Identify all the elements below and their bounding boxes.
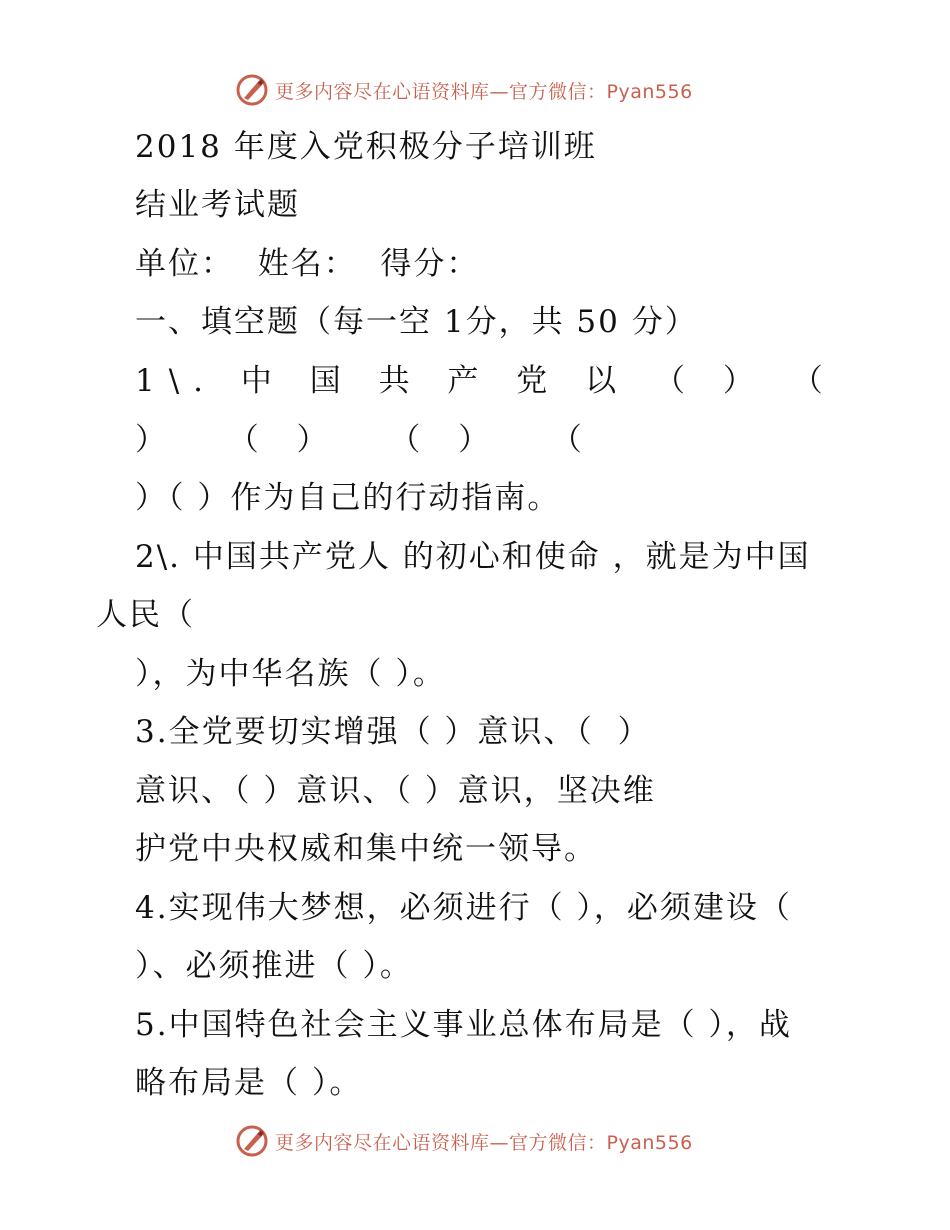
- watermark-banner-top: [235, 70, 693, 110]
- section-heading: 一、填空题（每一空 1分，共 50 分）: [135, 304, 698, 340]
- question-line: 5.中国特色社会主义事业总体布局是（ ），战: [135, 1007, 792, 1043]
- question-line: 人民（: [96, 597, 195, 633]
- question-line: 意识、（ ）意识、（ ）意识，坚决维: [135, 773, 656, 809]
- exam-title-line2: 结业考试题: [135, 187, 300, 223]
- exam-title-line1: 2018 年度入党积极分子培训班: [135, 129, 597, 165]
- question-line: ），为中华名族（ ）。: [135, 656, 446, 692]
- banner-text: 更多内容尽在心语资料库—官方微信：Pyan556: [275, 1131, 693, 1154]
- question-line: 略布局是（ ）。: [135, 1065, 363, 1101]
- question-line: 2\. 中国共产党人 的初心和使命 ，就是为中国: [135, 539, 811, 575]
- info-fields-line: 单位： 姓名： 得分：: [135, 246, 480, 282]
- watermark-banner-bottom: [235, 1121, 693, 1161]
- banner-text: 更多内容尽在心语资料库—官方微信：Pyan556: [275, 80, 693, 103]
- question-line: 护党中央权威和集中统一领导。: [135, 831, 597, 867]
- question-line: ）、必须推进（ ）。: [135, 948, 413, 984]
- question-line: 3.全党要切实增强（ ）意识、（ ）: [135, 714, 651, 750]
- question-line: 4.实现伟大梦想，必须进行（ ），必须建设（: [135, 890, 792, 926]
- pen-logo-icon: [235, 1124, 269, 1158]
- question-line: 1\. 中 国 共 产 党 以 （ ） （: [135, 363, 837, 399]
- question-line: ）（ ）作为自己的行动指南。: [135, 480, 561, 516]
- question-line: ） （ ） （ ） （: [135, 422, 596, 458]
- pen-logo-icon: [235, 73, 269, 107]
